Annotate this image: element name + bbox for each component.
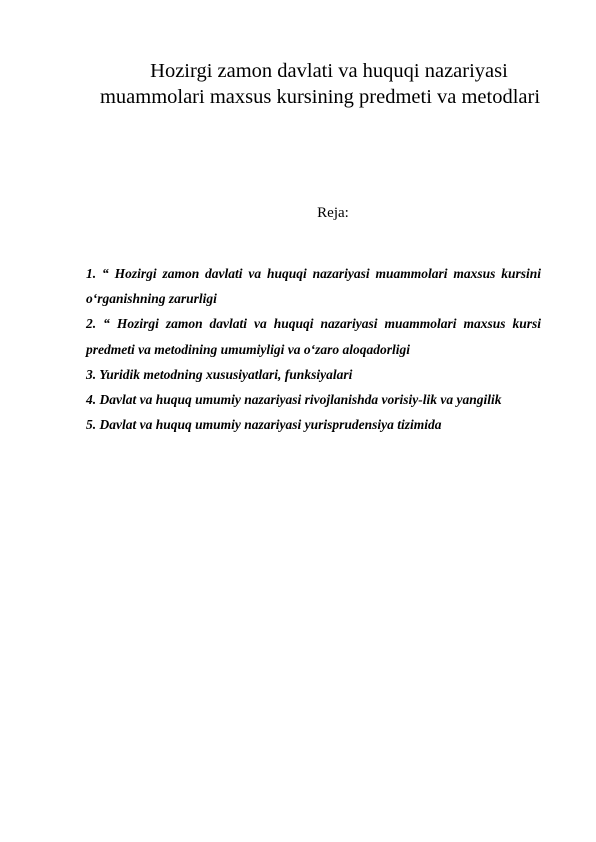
document-title xyxy=(70,58,570,110)
plan-list xyxy=(86,261,541,437)
plan-item-4: 4. Davlat va huquq umumiy nazariyasi rivojlanishda vorisiy-lik va yangilik xyxy=(86,392,502,408)
title-line-1: Hozirgi zamon davlati va huquqi nazariyasi xyxy=(150,60,508,82)
plan-item-5: 5. Davlat va huquq umumiy nazariyasi yurisprudensiya tizimida xyxy=(86,417,442,433)
plan-item-2: 2. “ Hozirgi zamon davlati va huquqi nazariyasi muammolari maxsus kursi predmeti va metodining umumiyligi va o‘zaro aloqadorligi xyxy=(86,316,541,357)
title-line-2: muammolari maxsus kursining predmeti va metodlari xyxy=(99,86,541,108)
plan-heading: Reja: xyxy=(317,205,349,221)
plan-item-3: 3. Yuridik metodning xususiyatlari, funksiyalari xyxy=(86,366,353,382)
plan-item-1: 1. “ Hozirgi zamon davlati va huquqi nazariyasi muammolari maxsus kursini o‘rganishning zarurligi xyxy=(86,266,541,307)
